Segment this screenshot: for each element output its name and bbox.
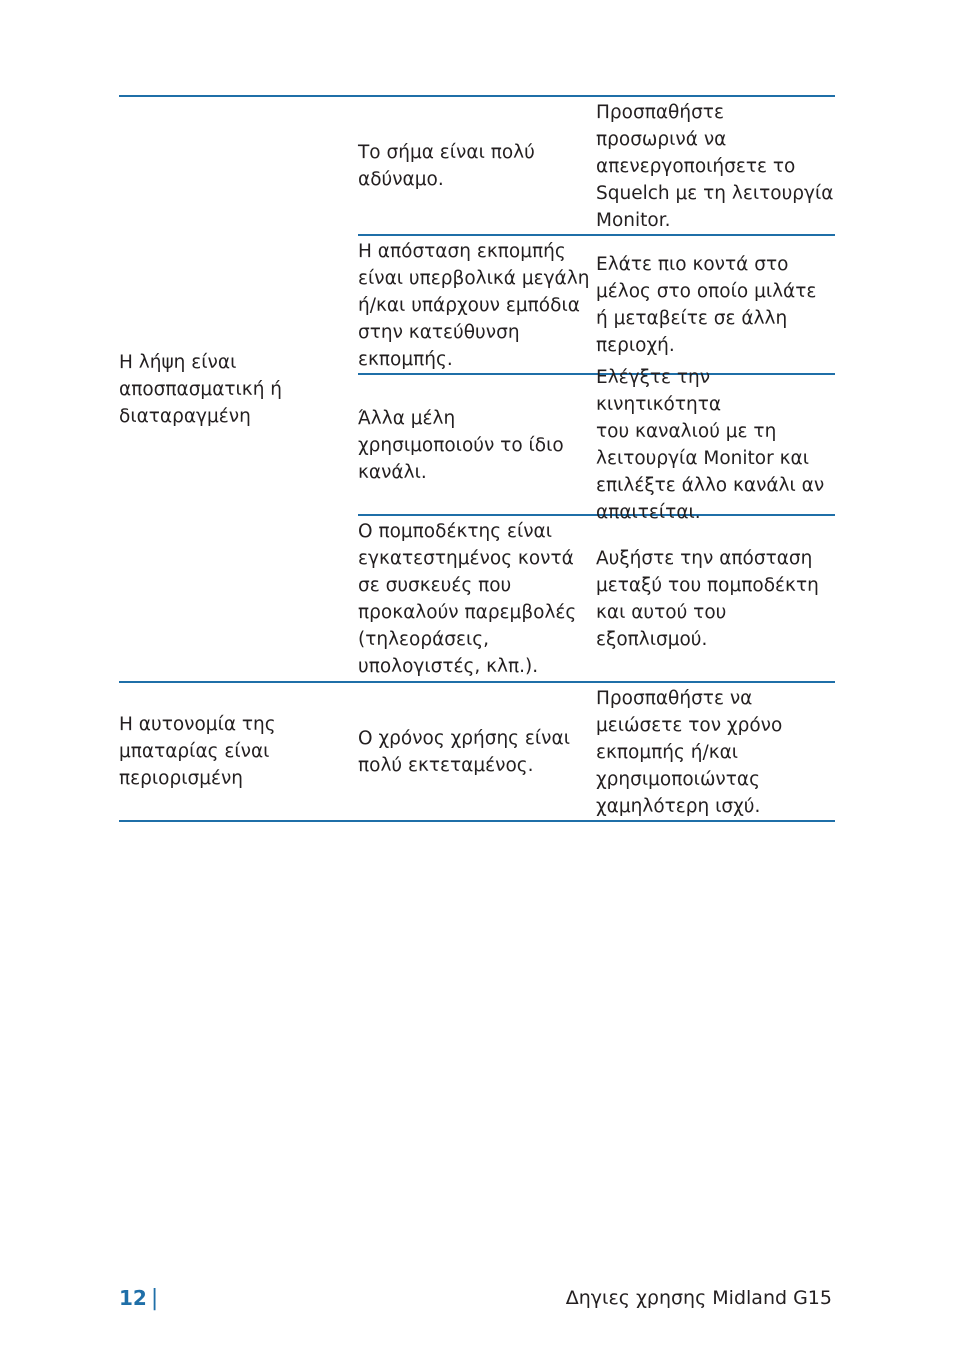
troubleshooting-table bbox=[119, 95, 835, 822]
solution-text: Προσπαθήστε να μειώσετε τον χρόνο εκπομπής ή/και χρησιμοποιώντας χαμηλότερη ισχύ. bbox=[596, 687, 783, 817]
table-row bbox=[358, 516, 835, 681]
solution-cell bbox=[596, 516, 835, 681]
solution-text: Ελέγξτε την κινητικότητα του καναλιού με τη λειτουργία Monitor και επιλέξτε άλλο κανάλι αν απαιτείται. bbox=[596, 367, 825, 523]
cause-cell bbox=[358, 375, 596, 514]
cause-text: Άλλα μέλη χρησιμοποιούν το ίδιο κανάλι. bbox=[358, 407, 564, 483]
cause-solution-rows bbox=[358, 683, 835, 820]
cause-text: Ο χρόνος χρήσης είναι πολύ εκτεταμένος. bbox=[358, 728, 570, 776]
page-number-block bbox=[119, 1286, 158, 1311]
table-group-reception bbox=[119, 97, 835, 683]
cause-text: Ο πομποδέκτης είναι εγκατεστημένος κοντά σε συσκευές που προκαλούν παρεμβολές (τηλεοράσεις, υπολογιστές, κλπ.). bbox=[358, 521, 577, 677]
cause-cell bbox=[358, 516, 596, 681]
problem-text: Η λήψη είναι αποσπασματική ή διαταραγμένη bbox=[119, 351, 283, 427]
solution-cell bbox=[596, 367, 835, 523]
table-row bbox=[358, 683, 835, 820]
cause-text: Το σήμα είναι πολύ αδύναμο. bbox=[358, 142, 535, 190]
solution-text: Αυξήστε την απόσταση μεταξύ του πομποδέκτη και αυτού του εξοπλισμού. bbox=[596, 548, 819, 650]
solution-text: Προσπαθήστε προσωρινά να απενεργοποιήσετε το Squelch με τη λειτουργία Monitor. bbox=[596, 101, 834, 231]
solution-cell bbox=[596, 683, 835, 820]
page-separator: | bbox=[150, 1285, 159, 1311]
table-row bbox=[358, 236, 835, 375]
cause-cell bbox=[358, 683, 596, 820]
table-row bbox=[358, 367, 835, 523]
cause-solution-rows bbox=[358, 97, 835, 681]
table-row bbox=[358, 97, 835, 236]
page-footer bbox=[119, 1283, 832, 1313]
cause-text: Η απόσταση εκπομπής είναι υπερβολικά μεγάλη ή/και υπάρχουν εμπόδια στην κατεύθυνση εκπομπής. bbox=[358, 240, 590, 370]
cause-cell bbox=[358, 97, 596, 234]
table-group-battery bbox=[119, 683, 835, 822]
document-title: Δηγιες χρησης Midland G15 bbox=[565, 1287, 832, 1309]
problem-cell bbox=[119, 683, 358, 820]
problem-cell bbox=[119, 97, 358, 681]
cause-cell bbox=[358, 236, 596, 373]
problem-text: Η αυτονομία της μπαταρίας είναι περιορισμένη bbox=[119, 714, 276, 789]
solution-text: Ελάτε πιο κοντά στο μέλος στο οποίο μιλάτε ή μεταβείτε σε άλλη περιοχή. bbox=[596, 254, 817, 356]
page-number: 12 bbox=[119, 1285, 147, 1310]
solution-cell bbox=[596, 236, 835, 373]
solution-cell bbox=[596, 97, 835, 234]
